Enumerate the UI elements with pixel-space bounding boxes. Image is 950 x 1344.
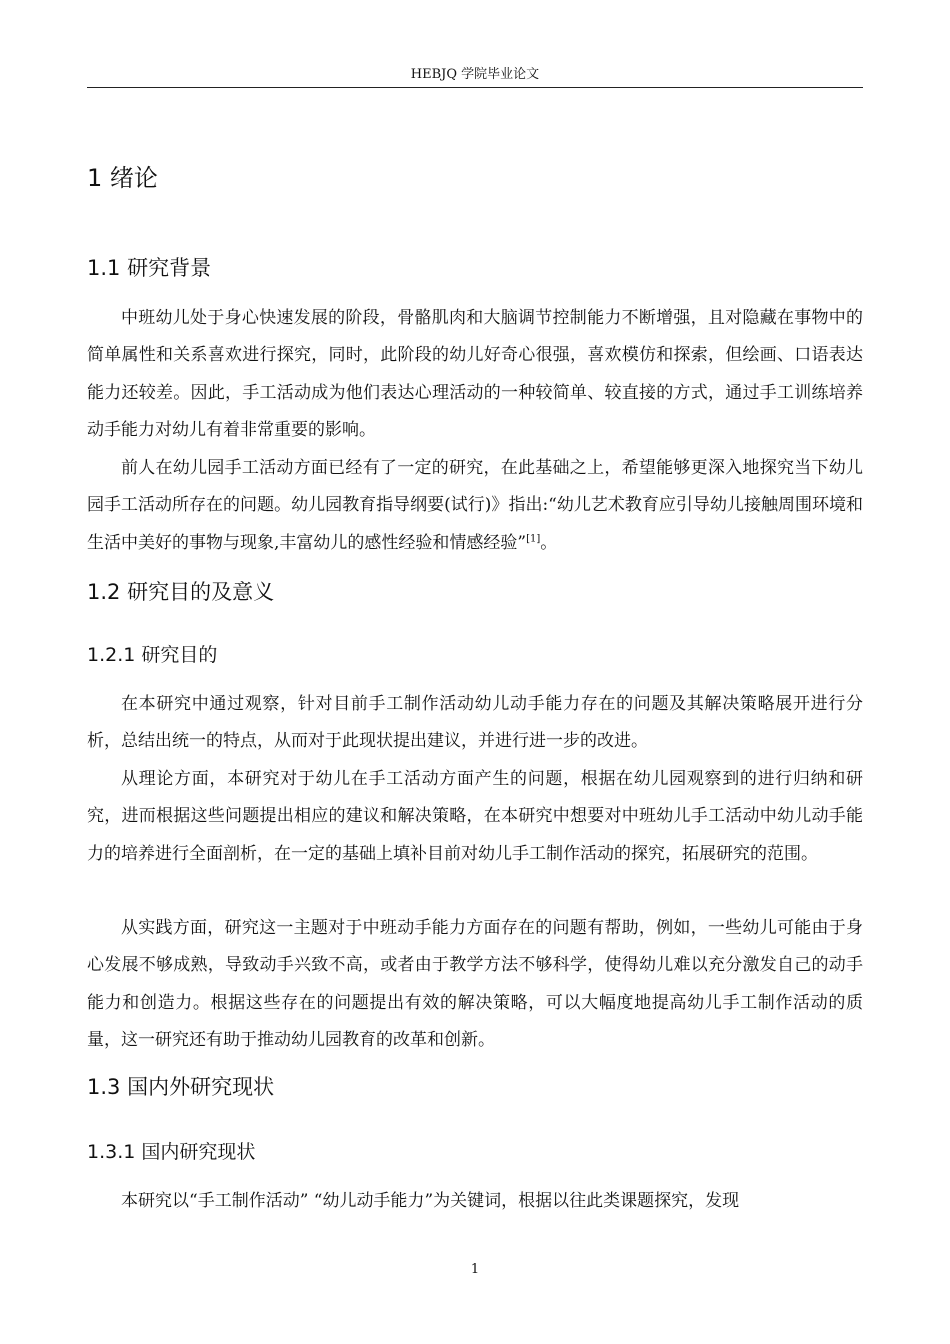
subsection-title-1-3-1: 1.3.1 国内研究现状 bbox=[87, 1141, 256, 1163]
chapter-title: 1 绪论 bbox=[87, 164, 158, 192]
header-rule bbox=[87, 87, 863, 88]
section-title-1-2: 1.2 研究目的及意义 bbox=[87, 580, 275, 604]
paragraph: 中班幼儿处于身心快速发展的阶段，骨骼肌肉和大脑调节控制能力不断增强，且对隐藏在事物中的简单属性和关系喜欢进行探究，同时，此阶段的幼儿好奇心很强，喜欢模仿和探索，但绘画、口语表达能力还较差。因此，手工活动成为他们表达心理活动的一种较简单、较直接的方式，通过手工训练培养动手能力对幼儿有着非常重要的影响。 bbox=[87, 308, 863, 440]
paragraph: 本研究以“手工制作活动” “幼儿动手能力”为关键词，根据以往此类课题探究，发现 bbox=[121, 1191, 740, 1211]
page-number: 1 bbox=[470, 1262, 480, 1277]
subsection-title-1-2-1: 1.2.1 研究目的 bbox=[87, 644, 218, 666]
section-title-1-3: 1.3 国内外研究现状 bbox=[87, 1075, 275, 1099]
section-title-1-1: 1.1 研究背景 bbox=[87, 256, 212, 280]
paragraph-end: 。 bbox=[540, 532, 558, 553]
paragraph-text: 前人在幼儿园手工活动方面已经有了一定的研究，在此基础之上，希望能够更深入地探究当下幼儿园手工活动所存在的问题。幼儿园教育指导纲要(试行)》指出:“幼儿艺术教育应引导幼儿接触周围环境和生活中美好的事物与现象,丰富幼儿的感性经验和情感经验” bbox=[87, 458, 863, 553]
citation-ref: [1] bbox=[526, 532, 541, 544]
page-header: HEBJQ 学院毕业论文 bbox=[410, 67, 540, 82]
paragraph-with-citation bbox=[87, 450, 863, 562]
paragraph: 在本研究中通过观察，针对目前手工制作活动幼儿动手能力存在的问题及其解决策略展开进行分析，总结出统一的特点，从而对于此现状提出建议，并进行进一步的改进。 bbox=[87, 694, 863, 752]
paragraph: 从理论方面，本研究对于幼儿在手工活动方面产生的问题，根据在幼儿园观察到的进行归纳和研究，进而根据这些问题提出相应的建议和解决策略，在本研究中想要对中班幼儿手工活动中幼儿动手能力的培养进行全面剖析，在一定的基础上填补目前对幼儿手工制作活动的探究，拓展研究的范围。 bbox=[87, 769, 863, 864]
paragraph: 从实践方面，研究这一主题对于中班动手能力方面存在的问题有帮助，例如，一些幼儿可能由于身心发展不够成熟，导致动手兴致不高，或者由于教学方法不够科学，使得幼儿难以充分激发自己的动手能力和创造力。根据这些存在的问题提出有效的解决策略，可以大幅度地提高幼儿手工制作活动的质量，这一研究还有助于推动幼儿园教育的改革和创新。 bbox=[87, 918, 863, 1050]
